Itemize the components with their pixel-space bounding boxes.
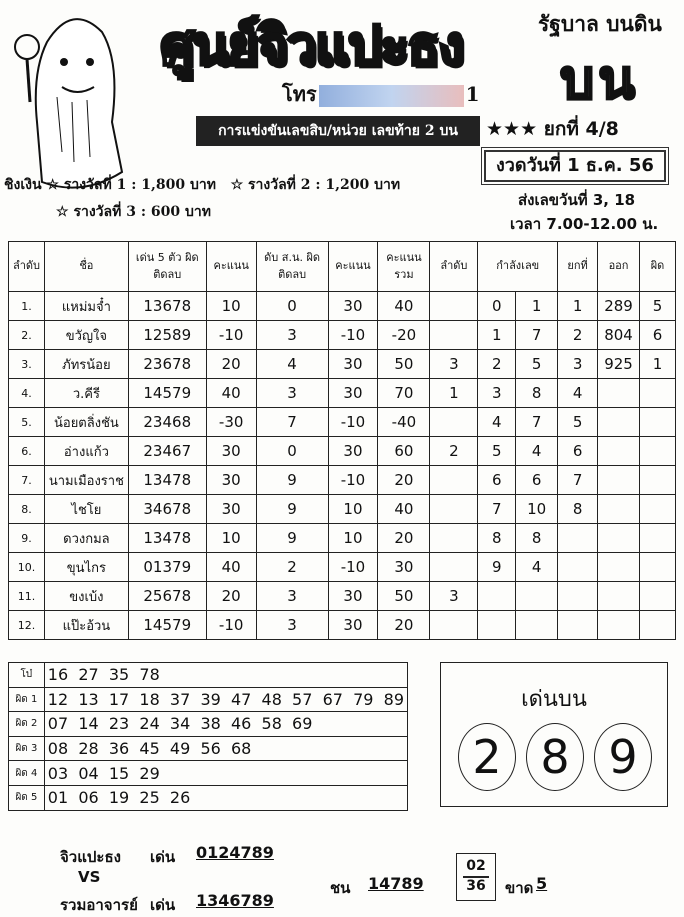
table-cell: 30 (206, 466, 256, 495)
column-header: กำลังเลข (478, 242, 558, 292)
table-cell: 3 (256, 582, 328, 611)
player-name: ไชโย (44, 495, 128, 524)
win-label: ชน (330, 879, 351, 897)
tail-label: ผิด 3 (9, 736, 45, 761)
fraction-top: 02 (463, 856, 489, 878)
position-label: บน (560, 48, 640, 111)
table-cell: 9. (9, 524, 45, 553)
column-header: ยกที่ (558, 242, 598, 292)
table-cell: 10. (9, 553, 45, 582)
table-cell: 5 (516, 350, 558, 379)
player-name: ภัทรน้อย (44, 350, 128, 379)
table-cell (640, 408, 676, 437)
table-cell: -10 (328, 321, 378, 350)
draw-date: งวดวันที่ 1 ธ.ค. 56 (484, 150, 666, 182)
table-cell: 10 (206, 524, 256, 553)
prize-lead: ชิงเงิน (4, 177, 42, 193)
watermark-overlay (319, 85, 464, 107)
tail-row (9, 761, 408, 786)
lottery-type: รัฐบาล บนดิน (538, 11, 662, 36)
table-cell (558, 553, 598, 582)
send-time: เวลา 7.00-12.00 น. (510, 215, 659, 233)
table-cell: 1 (516, 292, 558, 321)
table-cell: 7 (558, 466, 598, 495)
table-cell: 30 (328, 350, 378, 379)
table-cell: 4 (256, 350, 328, 379)
score-fraction (456, 853, 496, 901)
table-cell (516, 611, 558, 640)
table-cell: 30 (328, 292, 378, 321)
table-row (9, 553, 676, 582)
table-cell: 6 (640, 321, 676, 350)
round-info (486, 114, 619, 144)
table-cell: 7. (9, 466, 45, 495)
table-cell: 30 (328, 611, 378, 640)
table-cell: 70 (378, 379, 430, 408)
table-cell: 5 (640, 292, 676, 321)
column-header: ลำดับ (9, 242, 45, 292)
table-row (9, 350, 676, 379)
tail-numbers-table (8, 662, 408, 811)
table-cell (598, 437, 640, 466)
table-cell (640, 466, 676, 495)
table-cell: 0 (256, 292, 328, 321)
table-cell: 50 (378, 350, 430, 379)
table-cell: 3 (478, 379, 516, 408)
fraction-bottom: 36 (466, 878, 486, 894)
tail-row (9, 736, 408, 761)
player-name: ว.คีรี (44, 379, 128, 408)
column-header: คะแนน (328, 242, 378, 292)
tail-label: ผิด 4 (9, 761, 45, 786)
tail-row (9, 712, 408, 737)
table-cell (598, 466, 640, 495)
table-cell: 1 (478, 321, 516, 350)
table-cell: 3 (558, 350, 598, 379)
table-cell: 9 (256, 524, 328, 553)
top-digit: 8 (526, 723, 584, 791)
table-cell (430, 611, 478, 640)
phone-tail: 1 (465, 82, 480, 106)
table-cell: 14579 (128, 611, 206, 640)
phone-line (282, 78, 480, 110)
table-cell: -20 (378, 321, 430, 350)
prize-2: รางวัลที่ 2 : 1,200 บาท (248, 177, 401, 193)
table-cell (598, 379, 640, 408)
round-label: ยกที่ 4/8 (543, 118, 619, 140)
table-cell (430, 553, 478, 582)
table-cell (558, 611, 598, 640)
player-name: ขุนไกร (44, 553, 128, 582)
column-header: ชื่อ (44, 242, 128, 292)
table-cell (430, 408, 478, 437)
table-row (9, 437, 676, 466)
table-cell: 3 (430, 350, 478, 379)
table-cell: -40 (378, 408, 430, 437)
player-name: แหม่มจ๋ำ (44, 292, 128, 321)
table-cell (558, 582, 598, 611)
table-cell: 20 (206, 582, 256, 611)
table-cell: 3. (9, 350, 45, 379)
table-cell: 10 (206, 292, 256, 321)
tail-numbers: 03 04 15 29 (44, 761, 407, 786)
tail-numbers: 08 28 36 45 49 56 68 (44, 736, 407, 761)
tail-numbers: 12 13 17 18 37 39 47 48 57 67 79 89 (44, 687, 407, 712)
table-cell: 2 (558, 321, 598, 350)
versus-b-lead: เด่น (150, 896, 176, 914)
table-cell: 2. (9, 321, 45, 350)
star-icon: ☆ (46, 177, 59, 193)
table-row (9, 611, 676, 640)
table-cell: 40 (378, 292, 430, 321)
table-cell: -10 (206, 611, 256, 640)
table-cell: 8 (478, 524, 516, 553)
prize-line-2 (56, 201, 211, 223)
table-cell: 5 (478, 437, 516, 466)
table-cell: -10 (328, 466, 378, 495)
tail-numbers: 01 06 19 25 26 (44, 785, 407, 810)
table-cell: 4. (9, 379, 45, 408)
stars-icon: ★★★ (486, 118, 538, 140)
table-cell (640, 437, 676, 466)
column-header: ออก (598, 242, 640, 292)
table-cell: 5. (9, 408, 45, 437)
column-header: เด่น 5 ตัว ผิดติดลบ (128, 242, 206, 292)
star-icon: ☆ (56, 204, 69, 220)
top-digit: 9 (594, 723, 652, 791)
table-cell (430, 524, 478, 553)
table-cell: 1 (430, 379, 478, 408)
table-cell: 2 (430, 437, 478, 466)
player-name: ดวงกมล (44, 524, 128, 553)
table-row (9, 582, 676, 611)
hermit-mascot-illustration (2, 2, 127, 197)
table-cell (430, 466, 478, 495)
standings-table (8, 241, 676, 640)
tail-label: ผิด 2 (9, 712, 45, 737)
table-cell: 1 (558, 292, 598, 321)
versus-b-name: รวมอาจารย์ (60, 896, 138, 914)
table-cell: 13478 (128, 524, 206, 553)
table-cell: 30 (206, 437, 256, 466)
tail-label: ผิด 1 (9, 687, 45, 712)
win-value: 14789 (368, 874, 424, 893)
table-cell: 6 (478, 466, 516, 495)
table-cell: 804 (598, 321, 640, 350)
table-cell: -30 (206, 408, 256, 437)
table-cell: 30 (378, 553, 430, 582)
lose-value: 5 (536, 874, 548, 893)
table-cell: 20 (378, 466, 430, 495)
table-cell: 10 (328, 524, 378, 553)
top-pick-box (440, 662, 668, 807)
table-cell (598, 495, 640, 524)
top-pick-label: เด่นบน (521, 687, 587, 712)
table-cell: 8 (558, 495, 598, 524)
table-cell: 30 (328, 582, 378, 611)
column-header: ผิด (640, 242, 676, 292)
table-cell: 13478 (128, 466, 206, 495)
tail-numbers: 16 27 35 78 (44, 663, 407, 688)
table-cell: 2 (256, 553, 328, 582)
table-cell: 7 (478, 495, 516, 524)
player-name: ขงเบ้ง (44, 582, 128, 611)
player-name: แป๊ะอ้วน (44, 611, 128, 640)
table-cell: 6 (516, 466, 558, 495)
table-cell: 30 (328, 379, 378, 408)
table-row (9, 466, 676, 495)
table-cell: 7 (516, 321, 558, 350)
table-cell: 14579 (128, 379, 206, 408)
prize-3: รางวัลที่ 3 : 600 บาท (73, 204, 211, 220)
table-cell: 50 (378, 582, 430, 611)
table-row (9, 292, 676, 321)
table-cell: 23467 (128, 437, 206, 466)
table-row (9, 408, 676, 437)
table-cell (478, 611, 516, 640)
table-cell: 4 (558, 379, 598, 408)
table-cell: 25678 (128, 582, 206, 611)
table-cell: 0 (478, 292, 516, 321)
table-cell: 1. (9, 292, 45, 321)
table-cell (598, 553, 640, 582)
table-cell: 3 (430, 582, 478, 611)
table-cell: 289 (598, 292, 640, 321)
table-cell: 11. (9, 582, 45, 611)
table-cell (640, 524, 676, 553)
table-cell (640, 553, 676, 582)
table-row (9, 379, 676, 408)
column-header: คะแนน รวม (378, 242, 430, 292)
table-cell: 5 (558, 408, 598, 437)
column-header: ดับ ส.น. ผิดติดลบ (256, 242, 328, 292)
table-cell (640, 611, 676, 640)
table-cell: -10 (206, 321, 256, 350)
top-digit: 2 (458, 723, 516, 791)
table-cell: 30 (328, 437, 378, 466)
versus-label: VS (78, 868, 101, 886)
table-cell: -10 (328, 408, 378, 437)
table-cell: 1 (640, 350, 676, 379)
table-cell: 6. (9, 437, 45, 466)
star-icon: ☆ (230, 177, 244, 193)
table-cell (598, 582, 640, 611)
tail-numbers: 07 14 23 24 34 38 46 58 69 (44, 712, 407, 737)
table-cell: 20 (206, 350, 256, 379)
table-cell (558, 524, 598, 553)
tail-row (9, 663, 408, 688)
table-cell: 40 (206, 379, 256, 408)
tail-label: ผิด 5 (9, 785, 45, 810)
table-cell: 23468 (128, 408, 206, 437)
table-cell: 01379 (128, 553, 206, 582)
table-cell: 10 (328, 495, 378, 524)
table-cell: 12. (9, 611, 45, 640)
table-cell (640, 582, 676, 611)
table-cell: 10 (516, 495, 558, 524)
tail-row (9, 687, 408, 712)
table-cell: 3 (256, 379, 328, 408)
tail-row (9, 785, 408, 810)
table-cell: 20 (378, 611, 430, 640)
player-name: นามเมืองราช (44, 466, 128, 495)
table-cell: 925 (598, 350, 640, 379)
table-cell: 7 (516, 408, 558, 437)
versus-a-name: จิวแปะธง (60, 848, 121, 866)
table-cell: 9 (478, 553, 516, 582)
table-cell: 3 (256, 321, 328, 350)
table-cell: 13678 (128, 292, 206, 321)
table-row (9, 495, 676, 524)
table-cell: -10 (328, 553, 378, 582)
table-cell (598, 408, 640, 437)
table-cell: 60 (378, 437, 430, 466)
page-title: ศูนย์จิวแปะธง (160, 14, 463, 77)
table-cell (640, 379, 676, 408)
table-cell: 0 (256, 437, 328, 466)
versus-b-value: 1346789 (196, 891, 274, 910)
table-cell: 20 (378, 524, 430, 553)
table-cell: 40 (206, 553, 256, 582)
column-header: ลำดับ (430, 242, 478, 292)
table-cell: 12589 (128, 321, 206, 350)
table-cell (598, 524, 640, 553)
table-cell: 9 (256, 495, 328, 524)
player-name: ขวัญใจ (44, 321, 128, 350)
table-cell: 6 (558, 437, 598, 466)
table-cell: 8 (516, 524, 558, 553)
table-cell: 30 (206, 495, 256, 524)
table-cell (430, 292, 478, 321)
player-name: น้อยตลิ่งชัน (44, 408, 128, 437)
prize-line-1 (4, 174, 400, 196)
phone-label: โทร (282, 82, 317, 106)
table-cell: 4 (516, 437, 558, 466)
player-name: อ่างแก้ว (44, 437, 128, 466)
table-cell: 7 (256, 408, 328, 437)
table-row (9, 321, 676, 350)
table-cell: 40 (378, 495, 430, 524)
table-cell (430, 321, 478, 350)
table-cell: 4 (478, 408, 516, 437)
versus-a-lead: เด่น (150, 848, 176, 866)
send-days: ส่งเลขวันที่ 3, 18 (518, 191, 636, 209)
table-cell (598, 611, 640, 640)
table-cell: 8 (516, 379, 558, 408)
table-cell (640, 495, 676, 524)
column-header: คะแนน (206, 242, 256, 292)
table-cell: 2 (478, 350, 516, 379)
tail-label: โบ๋ (9, 663, 45, 688)
table-cell: 3 (256, 611, 328, 640)
versus-a-value: 0124789 (196, 843, 274, 862)
contest-banner: การแข่งขันเลขสิบ/หน่วย เลขท้าย 2 บน (196, 116, 480, 146)
table-cell: 23678 (128, 350, 206, 379)
prize-1: รางวัลที่ 1 : 1,800 บาท (63, 177, 216, 193)
lose-label: ขาด (505, 879, 534, 897)
table-cell: 9 (256, 466, 328, 495)
table-cell: 4 (516, 553, 558, 582)
table-cell (516, 582, 558, 611)
table-cell: 8. (9, 495, 45, 524)
table-cell (430, 495, 478, 524)
table-cell: 34678 (128, 495, 206, 524)
table-row (9, 524, 676, 553)
table-cell (478, 582, 516, 611)
